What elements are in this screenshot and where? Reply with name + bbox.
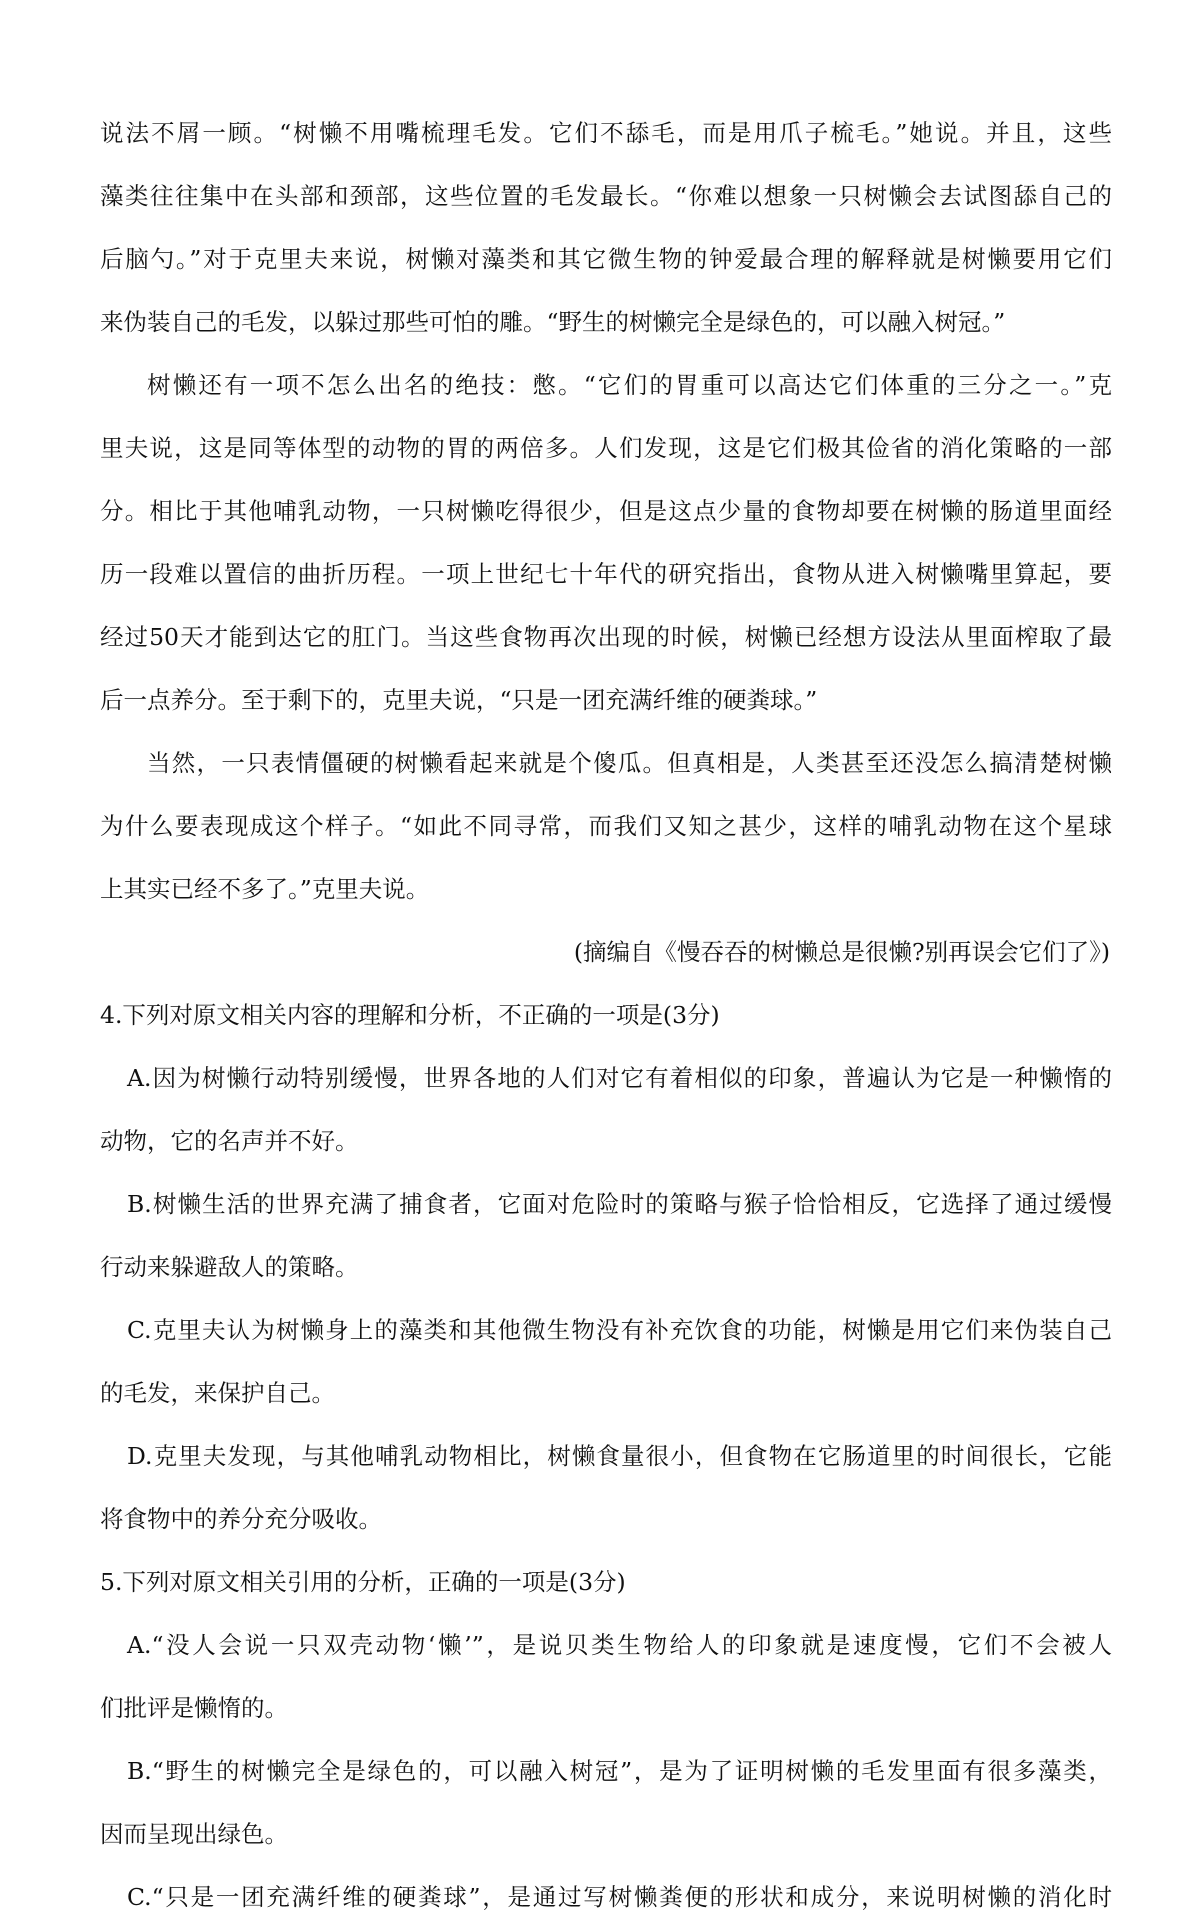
text-line: 里夫说，这是同等体型的动物的胃的两倍多。人们发现，这是它们极其俭省的消化策略的一部 — [100, 434, 1112, 462]
option-b — [100, 1740, 1112, 1866]
text-line: 历一段难以置信的曲折历程。一项上世纪七十年代的研究指出，食物从进入树懒嘴里算起，要 — [100, 560, 1112, 588]
option-line: A.因为树懒行动特别缓慢，世界各地的人们对它有着相似的印象，普遍认为它是一种懒惰的 — [127, 1064, 1112, 1092]
option-line: 们批评是懒惰的。 — [100, 1694, 288, 1722]
option-line: 行动来躲避敌人的策略。 — [100, 1253, 359, 1281]
option-line: C.“只是一团充满纤维的硬粪球”，是通过写树懒粪便的形状和成分，来说明树懒的消化时 — [127, 1883, 1112, 1911]
text-line: 经过50天才能到达它的肛门。当这些食物再次出现的时候，树懒已经想方设法从里面榨取了最 — [100, 623, 1112, 651]
question-stem: 4.下列对原文相关内容的理解和分析，不正确的一项是(3分) — [100, 1001, 720, 1029]
option-a — [100, 1047, 1112, 1173]
option-a — [100, 1614, 1112, 1740]
question-4 — [100, 984, 1112, 1551]
question-stem: 5.下列对原文相关引用的分析，正确的一项是(3分) — [100, 1568, 626, 1596]
option-line: A.“没人会说一只双壳动物‘懒’”，是说贝类生物给人的印象就是速度慢，它们不会被人 — [127, 1631, 1112, 1659]
text-line: 后一点养分。至于剩下的，克里夫说，“只是一团充满纤维的硬粪球。” — [100, 686, 818, 714]
passage-paragraph-2 — [100, 354, 1112, 732]
exam-page — [100, 102, 1112, 1929]
text-line: 分。相比于其他哺乳动物，一只树懒吃得很少，但是这点少量的食物却要在树懒的肠道里面经 — [100, 497, 1112, 525]
option-b — [100, 1173, 1112, 1299]
text-line: 为什么要表现成这个样子。“如此不同寻常，而我们又知之甚少，这样的哺乳动物在这个星球 — [100, 812, 1112, 840]
text-line: 树懒还有一项不怎么出名的绝技：憋。“它们的胃重可以高达它们体重的三分之一。”克 — [147, 371, 1112, 399]
text-line: 当然，一只表情僵硬的树懒看起来就是个傻瓜。但真相是，人类甚至还没怎么搞清楚树懒 — [147, 749, 1112, 777]
option-line: B.树懒生活的世界充满了捕食者，它面对危险时的策略与猴子恰恰相反，它选择了通过缓慢 — [127, 1190, 1112, 1218]
text-line: 来伪装自己的毛发，以躲过那些可怕的雕。“野生的树懒完全是绿色的，可以融入树冠。” — [100, 308, 1006, 336]
option-line: 的毛发，来保护自己。 — [100, 1379, 335, 1407]
source-citation: (摘编自《慢吞吞的树懒总是很懒?别再误会它们了》) — [573, 938, 1110, 966]
option-line: D.克里夫发现，与其他哺乳动物相比，树懒食量很小，但食物在它肠道里的时间很长，它能 — [127, 1442, 1112, 1470]
option-line: C.克里夫认为树懒身上的藻类和其他微生物没有补充饮食的功能，树懒是用它们来伪装自己 — [127, 1316, 1112, 1344]
text-line: 上其实已经不多了。”克里夫说。 — [100, 875, 430, 903]
question-5 — [100, 1551, 1112, 1929]
option-line: 因而呈现出绿色。 — [100, 1820, 288, 1848]
passage-paragraph-1 — [100, 102, 1112, 354]
option-d — [100, 1425, 1112, 1551]
text-line: 说法不屑一顾。“树懒不用嘴梳理毛发。它们不舔毛，而是用爪子梳毛。”她说。并且，这些 — [100, 119, 1112, 147]
option-line: 动物，它的名声并不好。 — [100, 1127, 359, 1155]
text-line: 藻类往往集中在头部和颈部，这些位置的毛发最长。“你难以想象一只树懒会去试图舔自己的 — [100, 182, 1112, 210]
option-line: 将食物中的养分充分吸收。 — [100, 1505, 382, 1533]
option-c — [100, 1299, 1112, 1425]
text-line: 后脑勺。”对于克里夫来说，树懒对藻类和其它微生物的钟爱最合理的解释就是树懒要用它们 — [100, 245, 1112, 273]
option-c — [100, 1866, 1112, 1929]
passage-paragraph-3 — [100, 732, 1112, 921]
option-line: B.“野生的树懒完全是绿色的，可以融入树冠”，是为了证明树懒的毛发里面有很多藻类， — [127, 1757, 1112, 1785]
